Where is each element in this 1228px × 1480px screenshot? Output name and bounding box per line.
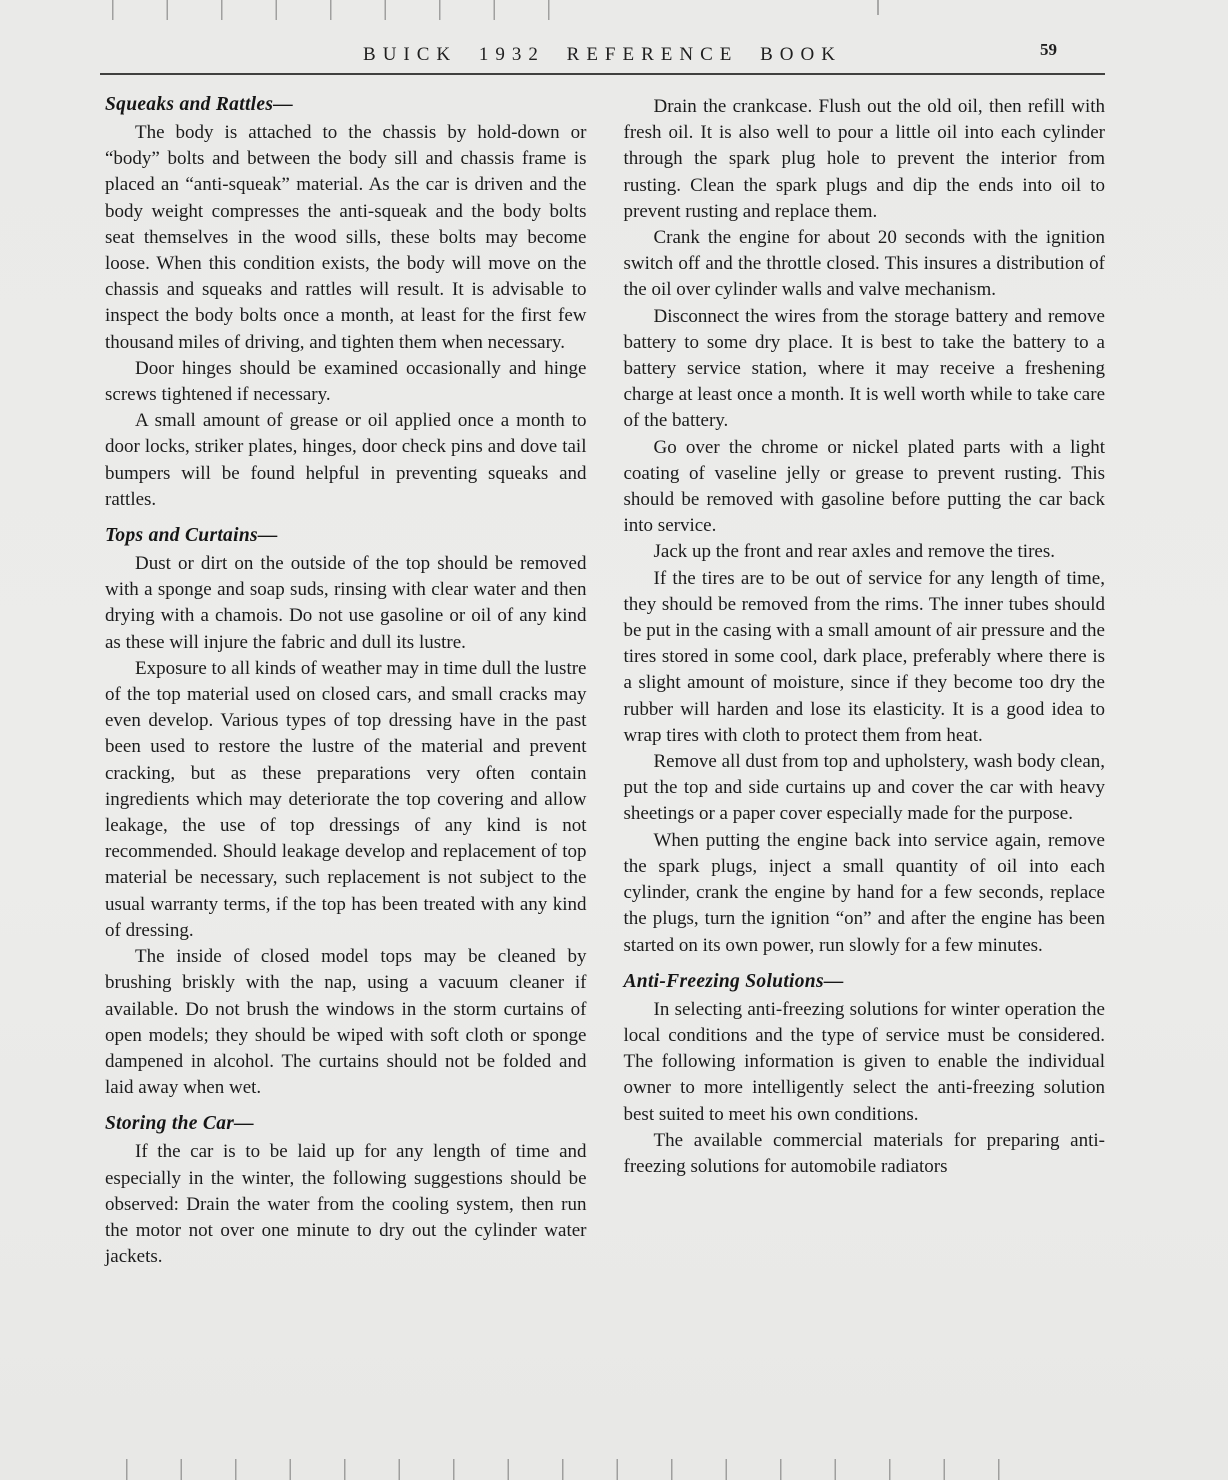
paragraph: Dust or dirt on the outside of the top should be removed with a sponge and soap suds, rinsing with clear water and then drying with a chamois. Do not use gasoline or oil of any kind as these will injure the fabric and dull its lustre. <box>105 553 587 653</box>
paragraph: Jack up the front and rear axles and remove the tires. <box>653 541 1055 563</box>
paragraph: Disconnect the wires from the storage battery and remove battery to some dry place. It is best to take the battery to a battery service station, where it may receive a freshening charge at least once a month. It is well worth while to take care of the battery. <box>623 305 1105 432</box>
header-rule <box>100 73 1105 75</box>
paragraph: If the car is to be laid up for any length of time and especially in the winter, the following suggestions should be observed: Drain the water from the cooling system, then run the motor not over one minute to dry out the cylinder water jackets. <box>105 1141 587 1268</box>
right-column <box>624 94 1106 1270</box>
paragraph: Exposure to all kinds of weather may in time dull the lustre of the top material used on closed cars, and small cracks may even develop. Various types of top dressing have in the past been used to restore the lustre of the material and prevent cracking, but as these preparations very often contain ingredients which may deteriorate the top covering and allow leakage, the use of top dressings of any kind is not recommended. Should leakage develop and replacement of top material be necessary, such replacement is not subject to the usual warranty terms, if the top has been treated with any kind of dressing. <box>105 657 587 941</box>
paragraph: The body is attached to the chassis by hold-down or “body” bolts and between the body sill and chassis frame is placed an “anti-squeak” material. As the car is driven and the body weight compresses the anti-squeak and the body bolts seat themselves in the wood sills, these bolts may become loose. When this condition exists, the body will move on the chassis and squeaks and rattles will result. It is advisable to inspect the body bolts once a month, at least for the first few thousand miles of driving, and tighten them when necessary. <box>105 122 587 353</box>
paragraph: In selecting anti-freezing solutions for winter operation the local conditions and the type of service must be considered. The following information is given to enable the individual owner to more intelligently select the anti-freezing solution best suited to meet his own conditions. <box>623 998 1105 1125</box>
paragraph: If the tires are to be out of service for any length of time, they should be removed from the rims. The inner tubes should be put in the casing with a small amount of air pressure and the tires stored in some cool, dark place, preferably where there is a slight amount of moisture, since if they become too dry the rubber will harden and lose its elasticity. It is a good idea to wrap tires with cloth to protect them from heat. <box>623 567 1105 746</box>
paragraph: Crank the engine for about 20 seconds with the ignition switch off and the throttle closed. This insures a distribution of the oil over cylinder walls and valve mechanism. <box>623 227 1105 301</box>
scan-ruler-ticks-bottom <box>126 1459 1016 1480</box>
page-number: 59 <box>1040 40 1057 59</box>
section-heading: Anti-Freezing Solutions— <box>623 970 844 992</box>
paragraph: Go over the chrome or nickel plated parts with a light coating of vaseline jelly or grease to prevent rusting. This should be removed with gasoline before putting the car back into service. <box>623 436 1105 537</box>
left-column <box>105 94 587 1270</box>
scan-ruler-ticks-top <box>112 0 570 20</box>
paragraph: A small amount of grease or oil applied once a month to door locks, striker plates, hinges, door check pins and dove tail bumpers will be found helpful in preventing squeaks and rattles. <box>105 410 587 510</box>
paragraph: The available commercial materials for preparing anti-freezing solutions for automobile radiators <box>623 1129 1105 1177</box>
page-header <box>100 40 1105 70</box>
section-heading: Tops and Curtains— <box>105 525 278 547</box>
paragraph: Drain the crankcase. Flush out the old oil, then refill with fresh oil. It is also well to pour a little oil into each cylinder through the spark plug hole to prevent the interior from rusting. Clean the spark plugs and dip the ends into oil to prevent rusting and replace them. <box>623 96 1105 222</box>
page-header-title: BUICK 1932 REFERENCE BOOK <box>363 44 842 65</box>
section-heading: Storing the Car— <box>105 1113 254 1135</box>
text-columns <box>105 94 1105 1270</box>
paragraph: Remove all dust from top and upholstery, wash body clean, put the top and side curtains up and cover the car with heavy sheetings or a paper cover especially made for the purpose. <box>623 751 1105 825</box>
section-heading: Squeaks and Rattles— <box>105 94 294 115</box>
paragraph: Door hinges should be examined occasionally and hinge screws tightened if necessary. <box>105 357 587 406</box>
paragraph: The inside of closed model tops may be cleaned by brushing briskly with the nap, using a vacuum cleaner if available. Do not brush the windows in the storm curtains of open models; they should be wiped with soft cloth or sponge dampened in alcohol. The curtains should not be folded and laid away when wet. <box>105 946 587 1099</box>
paragraph: When putting the engine back into service again, remove the spark plugs, inject a small quantity of oil into each cylinder, crank the engine by hand for a few seconds, replace the plugs, turn the ignition “on” and after the engine has been started on its own power, run slowly for a few minutes. <box>623 829 1105 956</box>
